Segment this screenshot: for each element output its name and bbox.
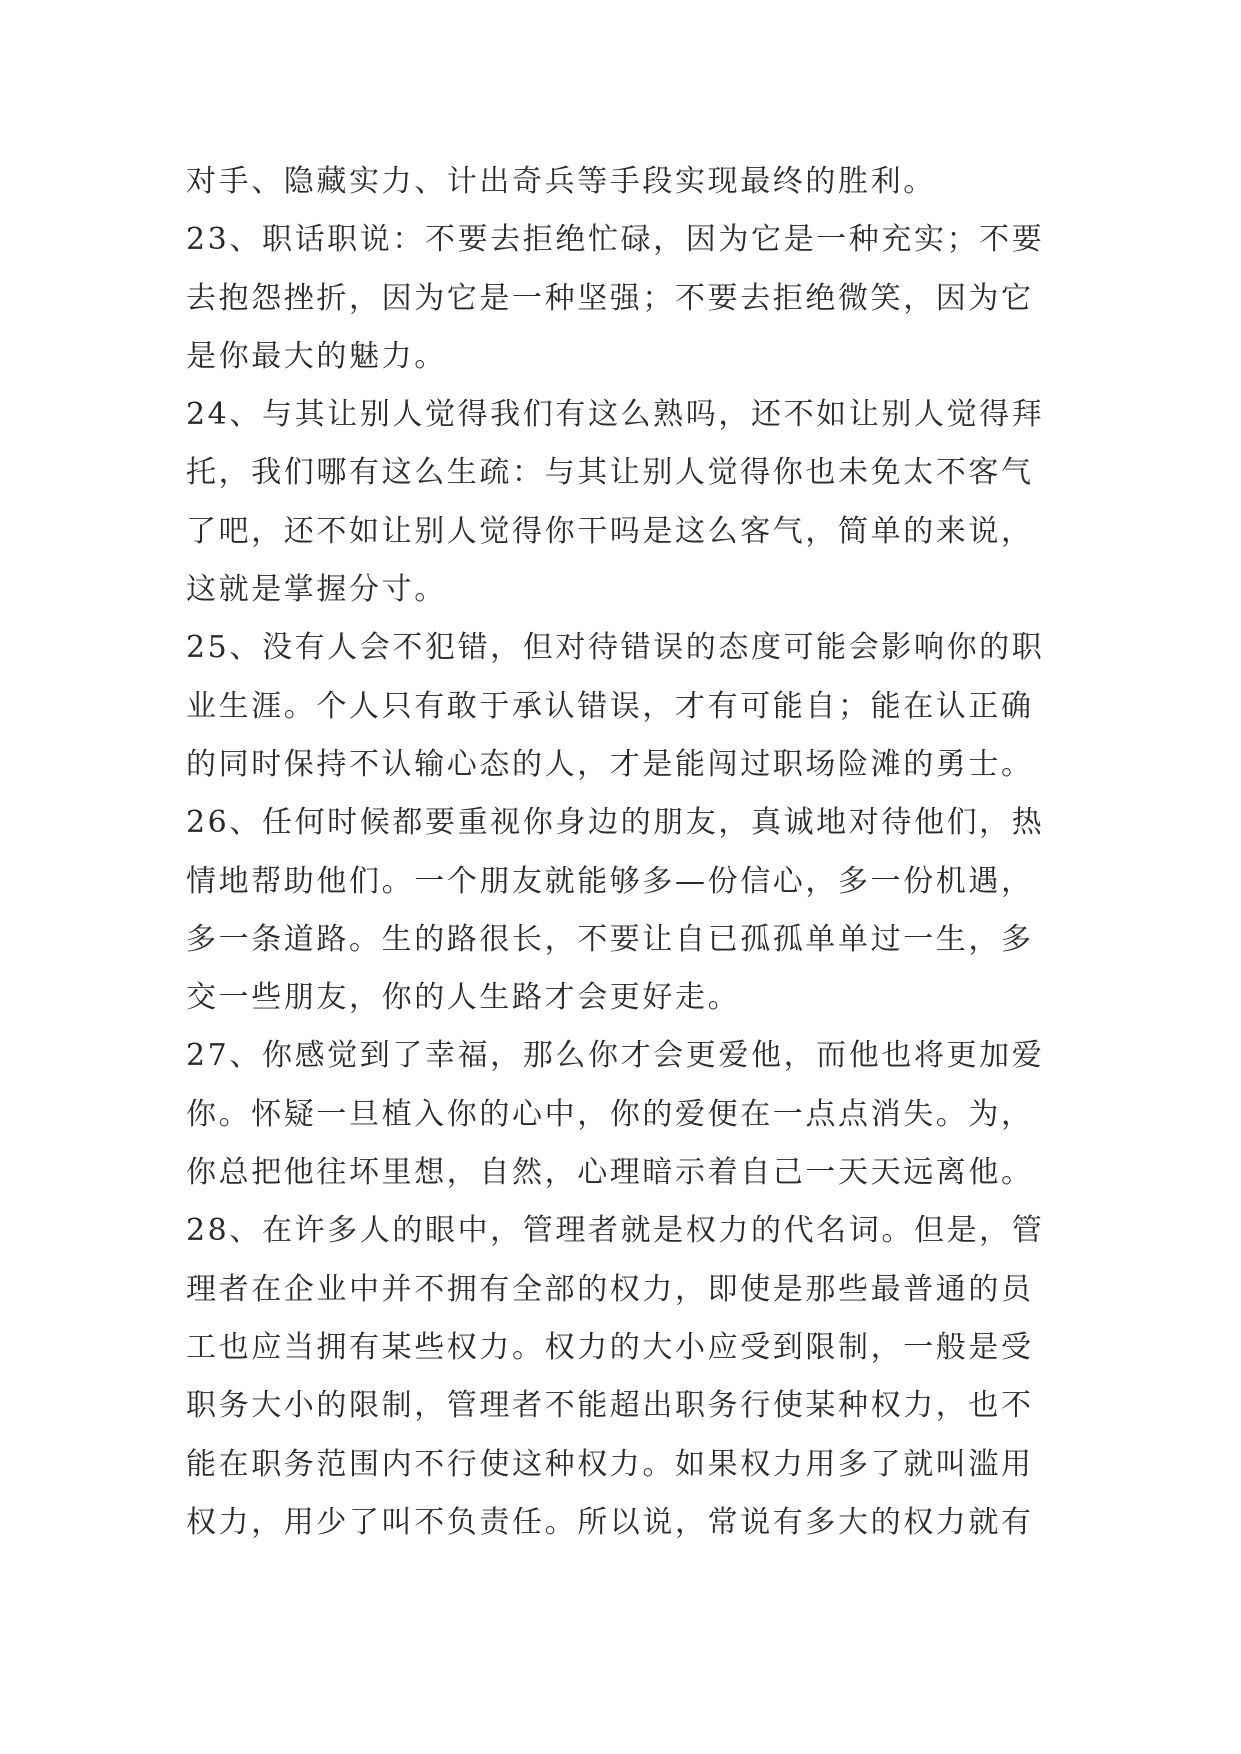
text-line: 能在职务范围内不行使这种权力。如果权力用多了就叫滥用 (186, 1446, 1034, 1482)
text-line: 是你最大的魅力。 (186, 338, 447, 374)
text-line: 对手、隐藏实力、计出奇兵等手段实现最终的胜利。 (186, 164, 936, 199)
text-line: 多一条道路。生的路很长，不要让自已孤孤单单过一生，多 (186, 921, 1034, 957)
text-line: 28、在许多人的眼中，管理者就是权力的代名词。但是，管 (186, 1213, 1045, 1249)
text-line: 25、没有人会不犯错，但对待错误的态度可能会影响你的职 (186, 630, 1045, 666)
text-line: 权力，用少了叫不负责任。所以说，常说有多大的权力就有 (186, 1504, 1034, 1540)
text-line: 这就是掌握分寸。 (186, 572, 447, 608)
text-line: 你。怀疑一旦植入你的心中，你的爱便在一点点消失。为， (186, 1096, 1034, 1132)
text-line: 交一些朋友，你的人生路才会更好走。 (186, 980, 741, 1016)
body-text (186, 153, 1066, 1552)
text-line: 职务大小的限制，管理者不能超出职务行使某种权力，也不 (186, 1388, 1034, 1424)
text-line: 工也应当拥有某些权力。权力的大小应受到限制，一般是受 (186, 1329, 1034, 1365)
text-line: 的同时保持不认输心态的人，才是能闯过职场险滩的勇士。 (186, 746, 1034, 782)
text-line: 23、职话职说：不要去拒绝忙碌，因为它是一种充实；不要 (186, 222, 1045, 258)
text-line: 了吧，还不如让别人觉得你干吗是这么客气，简单的来说， (186, 513, 1034, 549)
text-line: 去抱怨挫折，因为它是一种坚强；不要去拒绝微笑，因为它 (186, 280, 1034, 316)
text-line: 27、你感觉到了幸福，那么你才会更爱他，而他也将更加爱 (186, 1038, 1045, 1074)
text-line: 理者在企业中并不拥有全部的权力，即使是那些最普通的员 (186, 1271, 1034, 1307)
text-line: 托，我们哪有这么生疏：与其让别人觉得你也未免太不客气 (186, 455, 1034, 491)
text-line: 24、与其让别人觉得我们有这么熟吗，还不如让别人觉得拜 (186, 397, 1045, 433)
text-line: 26、任何时候都要重视你身边的朋友，真诚地对待他们，热 (186, 805, 1045, 841)
text-line: 情地帮助他们。一个朋友就能够多—份信心，多一份机遇， (186, 863, 1034, 899)
text-line: 你总把他往坏里想，自然，心理暗示着自己一天天远离他。 (186, 1155, 1034, 1191)
text-line: 业生涯。个人只有敢于承认错误，才有可能自；能在认正确 (186, 688, 1034, 724)
